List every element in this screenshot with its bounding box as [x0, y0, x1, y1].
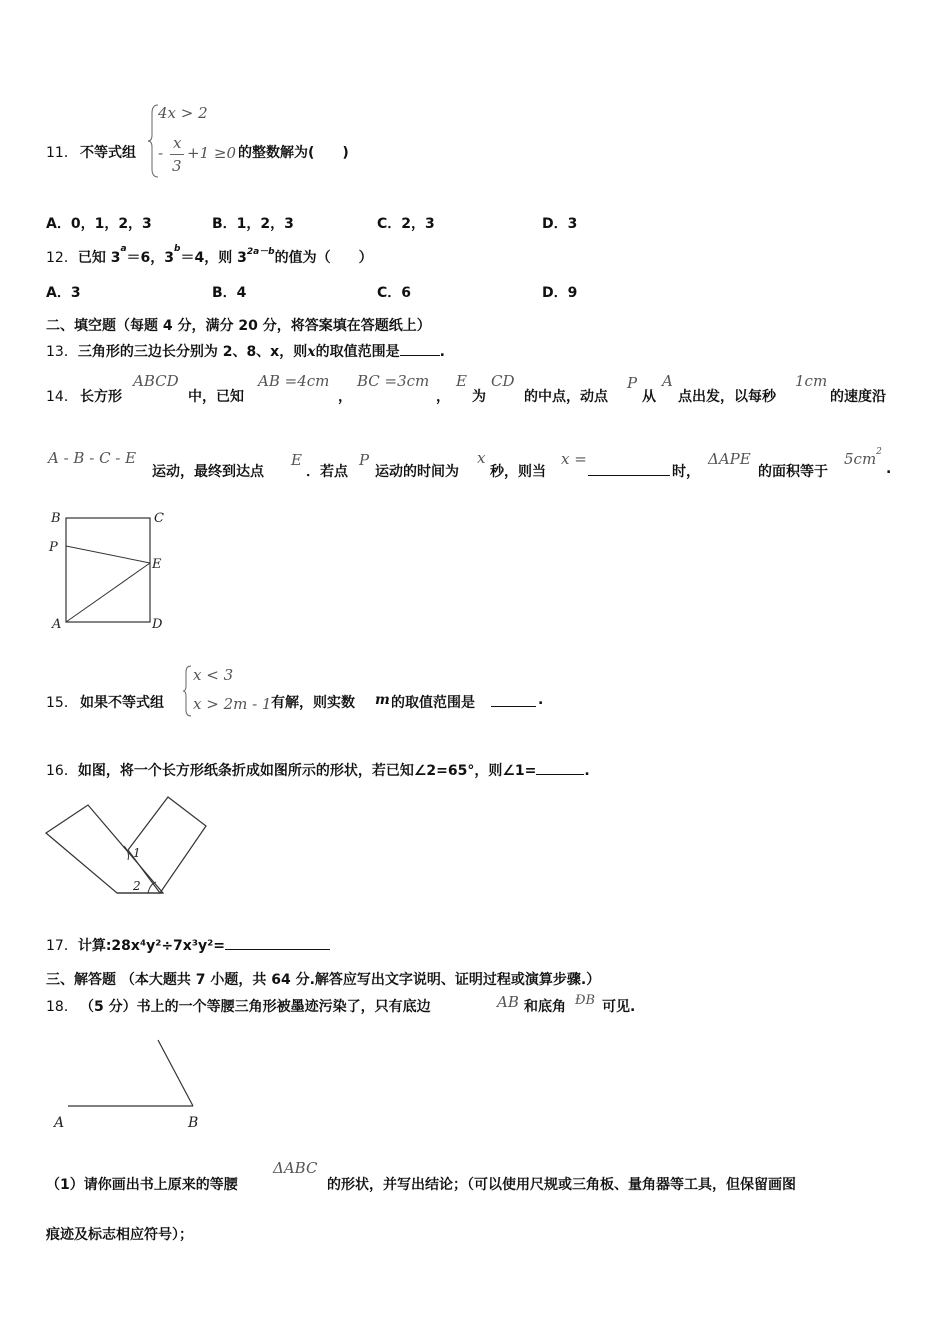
q11-prefix: 不等式组 [80, 145, 136, 161]
q14-answer-blank[interactable] [588, 461, 670, 476]
q13-end: . [439, 344, 445, 360]
q18-part1-math-abc: ΔABC [273, 1159, 318, 1177]
q18-math-angle-b: ÐB [575, 993, 596, 1008]
q14-text-6: 的中点，动点 [524, 389, 608, 405]
q12-text-a: 已知 3 [77, 250, 121, 266]
q17-text: 计算:28x⁴y²÷7x³y²= [77, 938, 225, 954]
q14-label-c: C [154, 511, 164, 526]
q12-option-c: C．6 [377, 285, 412, 301]
q16-angle-2-label: 2 [133, 879, 141, 893]
q11-option-b: B．1，2，3 [212, 216, 294, 232]
q11-inequality-1: 4x > 2 [158, 104, 208, 122]
q15-answer-blank[interactable] [491, 692, 536, 707]
q14-text-1: 长方形 [80, 389, 122, 405]
q12-text-b: ＝6，3 [126, 250, 175, 266]
q12-number: 12． [46, 250, 78, 266]
q14-math-e2: E [291, 451, 302, 469]
q16-line [46, 760, 590, 780]
q16-text: 如图，将一个长方形纸条折成如图所示的形状，若已知∠2=65°，则∠1= [77, 763, 537, 779]
q14-text-7: 从 [642, 389, 656, 405]
q13-line [46, 341, 445, 361]
q18-part1-text-c: 痕迹及标志相应符号）； [46, 1227, 193, 1243]
q11-fraction-bar [170, 154, 184, 155]
q13-answer-blank[interactable] [400, 341, 440, 356]
q16-end: . [584, 763, 590, 779]
q11-fraction-numerator: x [173, 134, 182, 152]
q14-math-a: A [662, 372, 673, 390]
q14-label-a: A [52, 617, 62, 632]
q14-label-e: E [152, 557, 162, 572]
q11-fraction-denominator: 3 [172, 157, 182, 175]
q15-end: . [538, 692, 544, 708]
q14-text-9: 的速度沿 [830, 389, 886, 405]
q14-math-e: E [456, 372, 467, 390]
q13-text-b: 的取值范围是 [315, 344, 400, 360]
q11-number: 11． [46, 145, 78, 161]
q15-variable: m [375, 692, 390, 708]
q14-text-14: 时， [672, 464, 700, 480]
q12-text-d: 的值为（ ） [274, 250, 373, 266]
q12-exponent-c: 2a－b [246, 247, 275, 257]
q18-side-from-b [158, 1040, 193, 1106]
q14-math-bc: BC =3cm [357, 372, 430, 390]
q14-math-ape: ΔAPE [708, 450, 751, 468]
q14-area-exponent: 2 [876, 447, 882, 457]
q15-inequality-2: x > 2m - 1 [193, 695, 272, 713]
q14-math-p2: P [359, 451, 370, 469]
q15-text-3: 的取值范围是 [391, 695, 475, 711]
q15-inequality-1: x < 3 [193, 666, 234, 684]
q14-math-x: x [477, 449, 486, 467]
q14-text-3: ， [338, 389, 352, 405]
q14-rectangle [66, 518, 150, 622]
q12-option-a: A．3 [46, 285, 81, 301]
q14-label-d: D [152, 617, 163, 632]
q16-folded-strip-figure [40, 790, 215, 902]
q15-number: 15． [46, 695, 78, 711]
q14-number: 14． [46, 389, 78, 405]
q14-segment-ae [66, 563, 150, 622]
q18-label-b: B [188, 1115, 199, 1131]
q18-part1-text-a: （1）请你画出书上原来的等腰 [46, 1177, 238, 1193]
q14-math-1cm: 1cm [795, 372, 828, 390]
q14-math-cd: CD [491, 372, 515, 390]
q16-left-strip [46, 805, 163, 893]
q11-inequality-2-rest: +1 ≥0 [187, 144, 236, 162]
q18-part1-text-b: 的形状，并写出结论；（可以使用尺规或三角板、量角器等工具，但保留画图 [327, 1177, 796, 1193]
q14-math-p: P [627, 374, 638, 392]
q12-text-c: ＝4，则 3 [180, 250, 247, 266]
q14-math-x-equals: x = [561, 450, 587, 468]
q12-line [46, 244, 373, 267]
q11-option-c: C．2，3 [377, 216, 435, 232]
q14-math-abcd: ABCD [133, 372, 179, 390]
q17-answer-blank[interactable] [225, 935, 330, 950]
q14-area-value: 5cm [844, 450, 877, 468]
q11-option-d: D．3 [542, 216, 578, 232]
q17-number: 17． [46, 938, 78, 954]
q13-number: 13． [46, 344, 78, 360]
q14-text-13: 秒，则当 [490, 464, 546, 480]
q16-answer-blank[interactable] [536, 760, 584, 775]
q11-suffix: 的整数解为( ) [238, 145, 349, 161]
q14-text-8: 点出发，以每秒 [678, 389, 776, 405]
q14-rectangle-figure [44, 506, 174, 632]
q18-number: 18． [46, 999, 78, 1015]
q12-option-d: D．9 [542, 285, 578, 301]
q14-text-12: 运动的时间为 [375, 464, 459, 480]
q14-text-15: 的面积等于 [758, 464, 828, 480]
q14-segment-pe [66, 546, 150, 563]
q15-text-2: 有解，则实数 [271, 695, 355, 711]
q17-line [46, 935, 330, 955]
section-2-heading: 二、填空题（每题 4 分，满分 20 分，将答案填在答题纸上） [46, 318, 431, 334]
q14-text-5: 为 [472, 389, 486, 405]
q16-number: 16． [46, 763, 78, 779]
q12-exponent-a: a [120, 244, 127, 254]
q14-text-2: 中，已知 [188, 389, 244, 405]
section-3-heading: 三、解答题 （本大题共 7 小题，共 64 分.解答应写出文字说明、证明过程或演算步骤.） [46, 972, 601, 988]
q14-text-16: . [886, 461, 892, 477]
q13-text-a: 三角形的三边长分别为 2、8、x，则 [77, 344, 308, 360]
q18-partial-triangle-figure [48, 1035, 218, 1135]
q18-label-a: A [54, 1115, 65, 1131]
q13-variable: x [307, 344, 316, 360]
q14-math-ab: AB =4cm [258, 372, 330, 390]
q18-text-2: 和底角 [524, 999, 566, 1015]
q18-text-1: （5 分）书上的一个等腰三角形被墨迹污染了，只有底边 [80, 999, 431, 1015]
q14-label-p: P [49, 540, 58, 555]
q11-inequality-2-minus: - [158, 144, 164, 162]
q14-text-4: ， [436, 389, 450, 405]
q11-option-a: A．0，1，2，3 [46, 216, 152, 232]
q18-math-ab: AB [497, 993, 519, 1011]
q14-text-11: ．若点 [306, 464, 348, 480]
q16-angle-1-label: 1 [133, 846, 141, 860]
q14-label-b: B [51, 511, 61, 526]
q12-exponent-b: b [174, 244, 181, 254]
q14-text-10: 运动，最终到达点 [152, 464, 264, 480]
q12-option-b: B．4 [212, 285, 247, 301]
q15-brace [183, 664, 193, 718]
q14-math-path: A - B - C - E [48, 449, 137, 467]
q18-text-3: 可见. [602, 999, 636, 1015]
q14-math-area [844, 447, 882, 468]
q15-text-1: 如果不等式组 [80, 695, 164, 711]
